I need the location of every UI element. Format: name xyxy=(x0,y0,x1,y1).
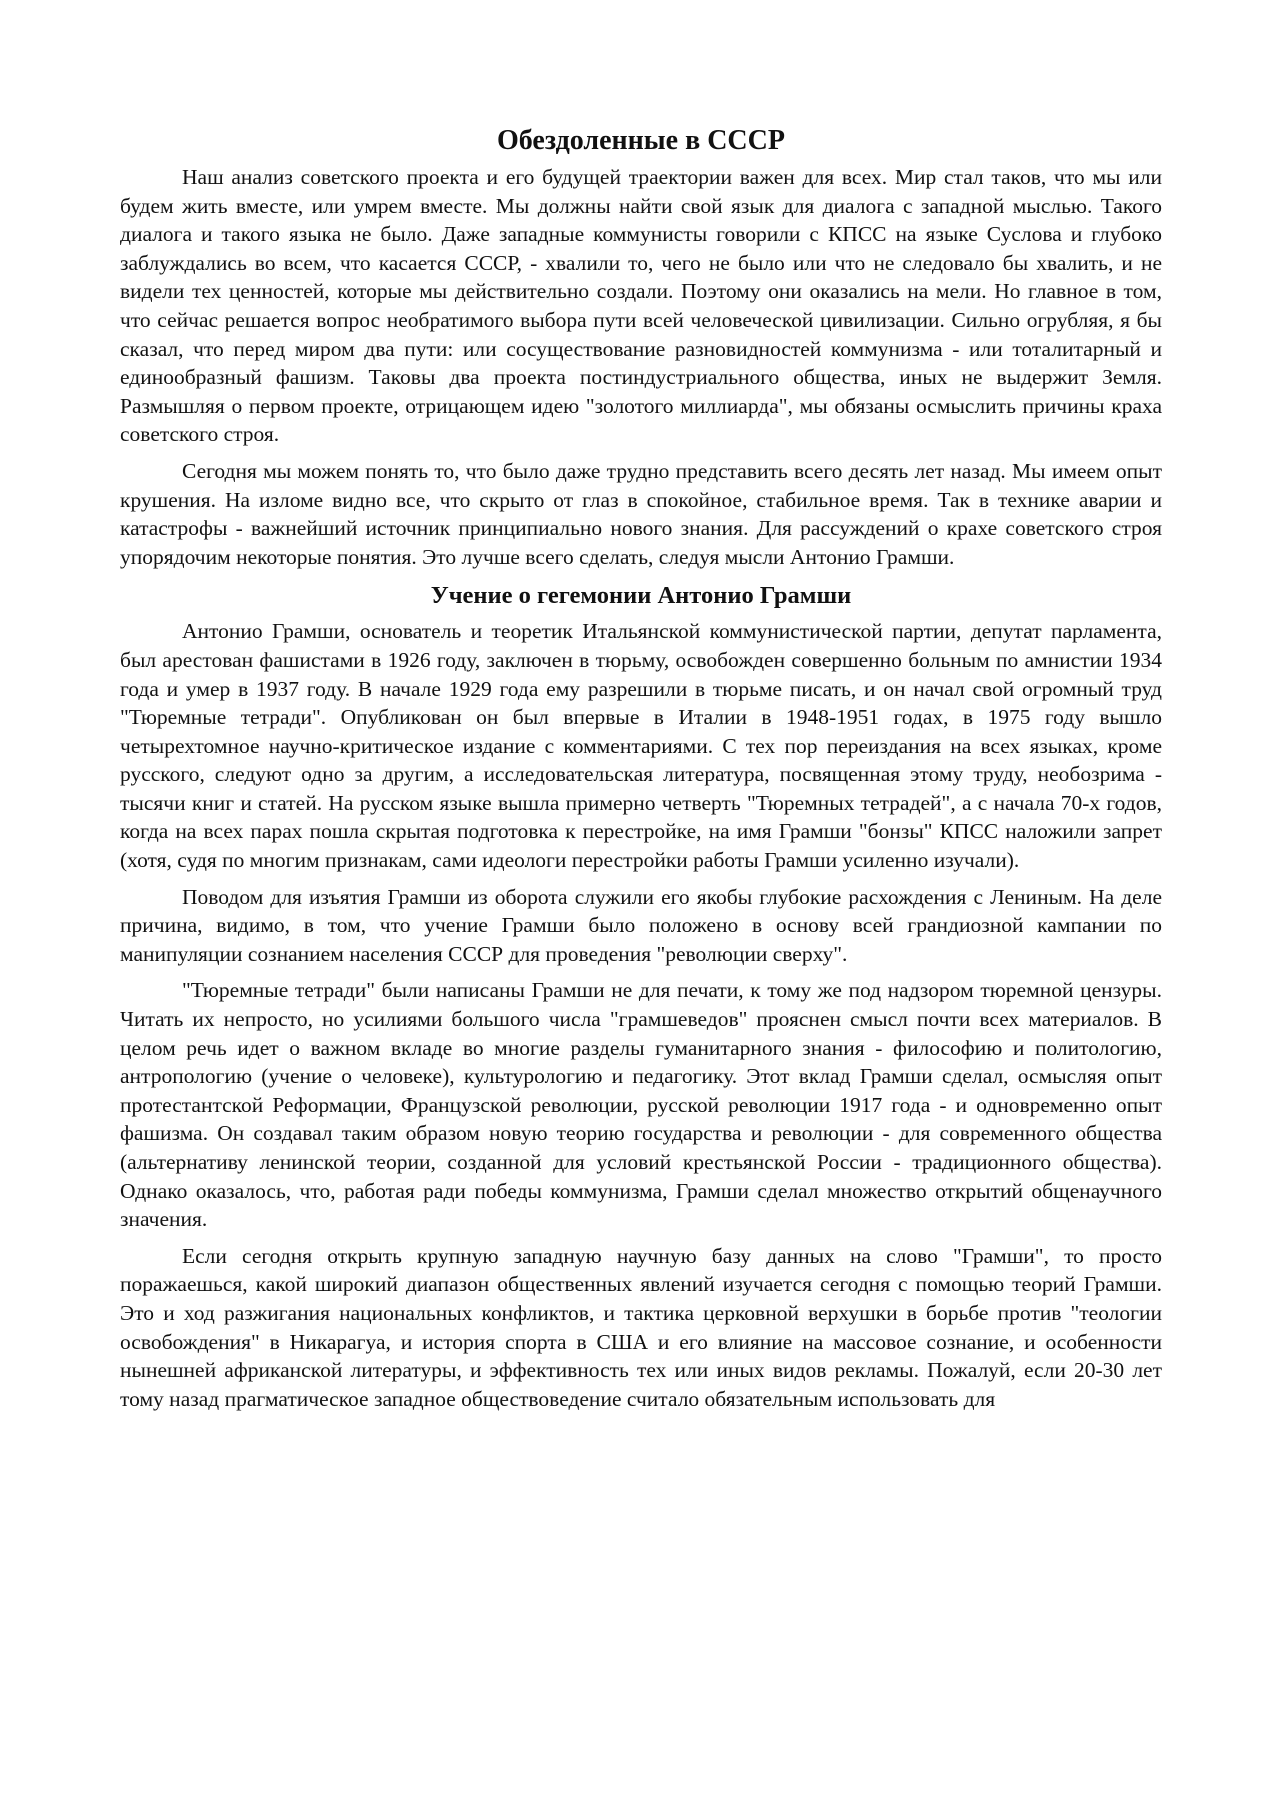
intro-section xyxy=(120,163,1162,571)
paragraph: Если сегодня открыть крупную западную научную базу данных на слово "Грамши", то просто поражаешься, какой широкий диапазон общественных явлений изучается сегодня с помощью теорий Грамши. Это и ход разжигания национальных конфликтов, и тактика церковной верхушки в борьбе против "теологии освобождения" в Никарагуа, и история спорта в США и его влияние на массовое сознание, и особенности нынешней африканской литературы, и эффективность тех или иных видов рекламы. Пожалуй, если 20-30 лет тому назад прагматическое западное обществоведение считало обязательным использовать для xyxy=(120,1243,1162,1411)
document-page xyxy=(120,120,1162,1421)
paragraph: Антонио Грамши, основатель и теоретик Итальянской коммунистической партии, депутат парламента, был арестован фашистами в 1926 году, заключен в тюрьму, освобожден совершенно больным по амнистии 1934 года и умер в 1937 году. В начале 1929 года ему разрешили в тюрьме писать, и он начал свой огромный труд "Тюремные тетради". Опубликован он был впервые в Италии в 1948-1951 годах, в 1975 году вышло четырехтомное научно-критическое издание с комментариями. С тех пор переиздания на всех языках, кроме русского, следуют одно за другим, а исследовательская литература, посвященная этому труду, необозрима - тысячи книг и статей. На русском языке вышла примерно четверть "Тюремных тетрадей", а с начала 70-х годов, когда на всех парах пошла скрытая подготовка к перестройке, на имя Грамши "бонзы" КПСС наложили запрет (хотя, судя по многим признакам, сами идеологи перестройки работы Грамши усиленно изучали). xyxy=(120,619,1162,873)
paragraph: "Тюремные тетради" были написаны Грамши не для печати, к тому же под надзором тюремной цензуры. Читать их непросто, но усилиями большого числа "грамшеведов" прояснен смысл почти всех материалов. В целом речь идет о важном вкладе во многие разделы гуманитарного знания - философию и политологию, антропологию (учение о человеке), культурологию и педагогику. Этот вклад Грамши сделал, осмысляя опыт протестантской Реформации, Французской революции, русской революции 1917 года - и одновременно опыт фашизма. Он создавал таким образом новую теорию государства и революции - для современного общества (альтернативу ленинской теории, созданной для условий крестьянской России - традиционного общества). Однако оказалось, что, работая ради победы коммунизма, Грамши сделал множество открытий общенаучного значения. xyxy=(120,978,1162,1232)
gramsci-section xyxy=(120,581,1162,1413)
section-heading: Учение о гегемонии Антонио Грамши xyxy=(430,582,852,610)
paragraph: Наш анализ советского проекта и его будущей траектории важен для всех. Мир стал таков, что мы или будем жить вместе, или умрем вместе. Мы должны найти свой язык для диалога с западной мыслью. Такого диалога и такого языка не было. Даже западные коммунисты говорили с КПСС на языке Суслова и глубоко заблуждались во всем, что касается СССР, - хвалили то, чего не было или что не следовало бы хвалить, и не видели тех ценностей, которые мы действительно создали. Поэтому они оказались на мели. Но главное в том, что сейчас решается вопрос необратимого выбора пути всей человеческой цивилизации. Сильно огрубляя, я бы сказал, что перед миром два пути: или сосуществование разновидностей коммунизма - или тоталитарный и единообразный фашизм. Таковы два проекта постиндустриального общества, иных не выдержит Земля. Размышляя о первом проекте, отрицающем идею "золотого миллиарда", мы обязаны осмыслить причины краха советского строя. xyxy=(120,165,1162,447)
document-title: Обездоленные в СССР xyxy=(497,125,785,156)
paragraph: Поводом для изъятия Грамши из оборота служили его якобы глубокие расхождения с Лениным. На деле причина, видимо, в том, что учение Грамши было положено в основу всей грандиозной кампании по манипуляции сознанием населения СССР для проведения "революции сверху". xyxy=(120,884,1162,966)
paragraph: Сегодня мы можем понять то, что было даже трудно представить всего десять лет назад. Мы имеем опыт крушения. На изломе видно все, что скрыто от глаз в спокойное, стабильное время. Так в технике аварии и катастрофы - важнейший источник принципиально нового знания. Для рассуждений о крахе советского строя упорядочим некоторые понятия. Это лучше всего сделать, следуя мысли Антонио Грамши. xyxy=(120,458,1162,569)
